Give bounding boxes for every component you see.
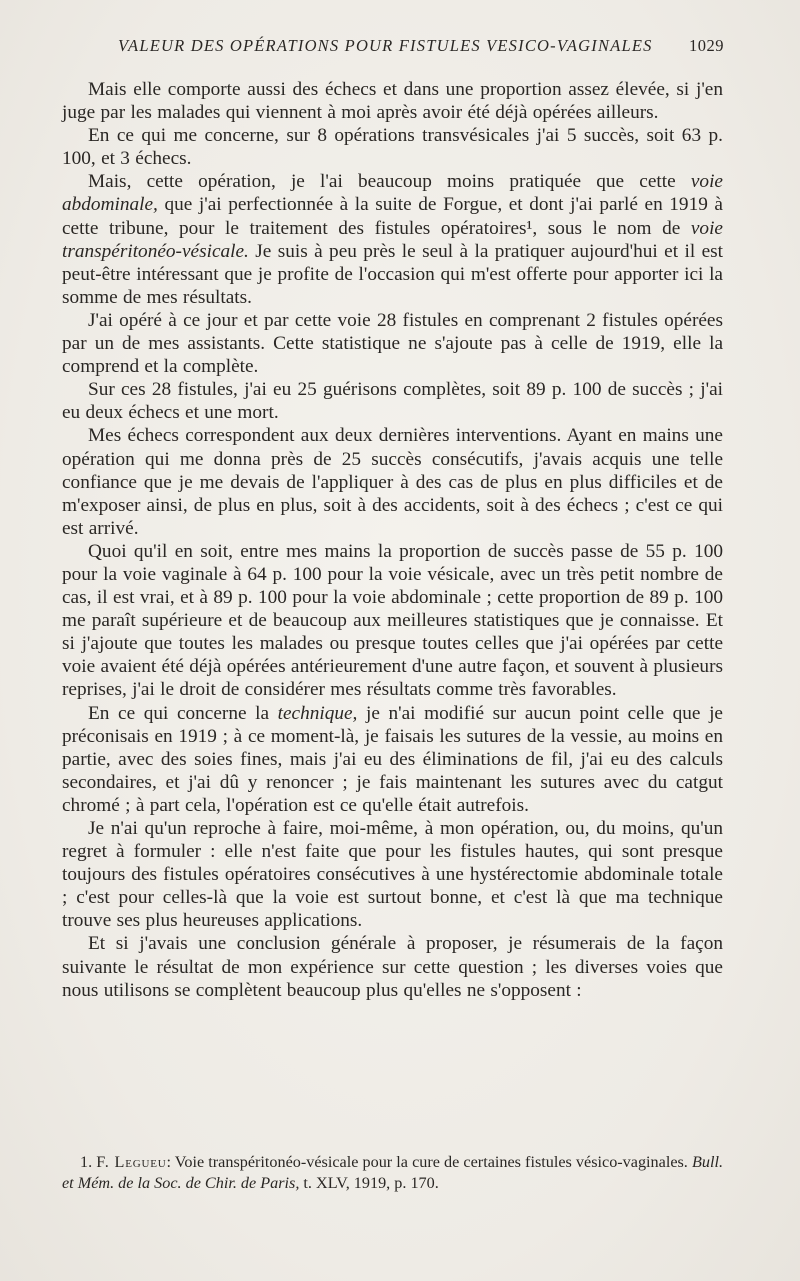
footnote-journal: Bull. et Mém. de la Soc. de Chir. de Paris, (62, 1153, 723, 1192)
italic-term: voie transpéritonéo-vésicale. (62, 217, 723, 262)
paragraph: Sur ces 28 fistules, j'ai eu 25 guérisons complètes, soit 89 p. 100 de succès ; j'ai eu deux échecs et une mort. (62, 379, 723, 424)
italic-term: voie abdominale, (62, 171, 723, 216)
paragraph: Mais elle comporte aussi des échecs et dans une proportion assez élevée, si j'en juge par les malades qui viennent à moi après avoir été déjà opérées ailleurs. (62, 79, 723, 124)
footnote-reference: t. XLV, 1919, p. 170. (299, 1174, 439, 1192)
footnote-title: : Voie transpéritonéo-vésicale pour la cure de certaines fistules vésico-vaginales. (166, 1153, 692, 1171)
italic-term: technique, (277, 702, 358, 724)
paragraph-text: que j'ai perfectionnée à la suite de Forgue, et dont j'ai parlé en 1919 à cette tribune, pour le traitement des fistules opératoires¹, sous le nom de (62, 194, 723, 239)
running-header (118, 36, 724, 58)
footnote-area (62, 1152, 723, 1194)
paragraph-text: je n'ai modifié sur aucun point celle que je préconisais en 1919 ; à ce moment-là, je faisais les sutures de la vessie, au moins en partie, avec des soies fines, mais j'ai eu des éliminations de fil, j'ai eu des calculs secondaires, et j'ai dû y renoncer ; je fais maintenant les sutures avec du catgut chromé ; à part cela, l'opération est ce qu'elle était autrefois. (62, 702, 723, 816)
paragraph (62, 170, 723, 309)
paragraph-text: Je suis à peu près le seul à la pratiquer aujourd'hui et il est peut-être intéressant que je profite de l'occasion qui m'est offerte pour apporter ici la somme de mes résultats. (62, 240, 723, 308)
body-text (62, 78, 723, 1002)
paragraph: J'ai opéré à ce jour et par cette voie 28 fistules en comprenant 2 fistules opérées par un de mes assistants. Cette statistique ne s'ajoute pas à celle de 1919, elle la comprend et la complète. (62, 309, 723, 378)
page-number: 1029 (689, 36, 724, 55)
paragraph: Je n'ai qu'un reproche à faire, moi-même, à mon opération, ou, du moins, qu'un regret à formuler : elle n'est faite que pour les fistules hautes, qui sont presque toujours des fistules opératoires consécutives à une hystérectomie abdominale totale ; c'est pour celles-là que la voie est surtout bonne, et c'est là que ma technique trouve ses plus heureuses applications. (62, 818, 723, 932)
paragraph: Et si j'avais une conclusion générale à proposer, je résumerais de la façon suivante le résultat de mon expérience sur cette question ; les diverses voies que nous utilisons se complètent beaucoup plus qu'elles ne s'opposent : (62, 933, 723, 1001)
paragraph (62, 702, 723, 817)
paragraph: En ce qui me concerne, sur 8 opérations transvésicales j'ai 5 succès, soit 63 p. 100, et 3 échecs. (62, 125, 723, 170)
running-title: VALEUR DES OPÉRATIONS POUR FISTULES VESICO-VAGINALES (118, 36, 653, 55)
paragraph-text: Mais, cette opération, je l'ai beaucoup moins pratiquée que cette (88, 171, 691, 193)
paragraph-text: En ce qui concerne la (88, 702, 278, 724)
paragraph: Mes échecs correspondent aux deux dernières interventions. Ayant en mains une opération qui me donna près de 25 succès consécutifs, j'avais acquis une telle confiance que je me devais de l'appliquer à des cas de plus en plus difficiles et de m'exposer ainsi, de plus en plus, soit à des accidents, soit à des échecs ; c'est ce qui est arrivé. (62, 425, 723, 539)
footnote-marker: 1. (80, 1153, 97, 1171)
footnote-author: F. Legueu (96, 1153, 167, 1171)
footnote (62, 1152, 723, 1194)
paragraph: Quoi qu'il en soit, entre mes mains la proportion de succès passe de 55 p. 100 pour la voie vaginale à 64 p. 100 pour la voie vésicale, avec un très petit nombre de cas, il est vrai, et à 89 p. 100 pour la voie abdominale ; cette proportion de 89 p. 100 me paraît supérieure et de beaucoup aux meilleures statistiques que je connaisse. Et si j'ajoute que toutes les malades ou presque toutes celles que j'ai opérées par cette voie avaient été déjà opérées antérieurement d'une autre façon, et souvent à plusieurs reprises, j'ai le droit de considérer mes résultats comme très favorables. (62, 540, 723, 701)
